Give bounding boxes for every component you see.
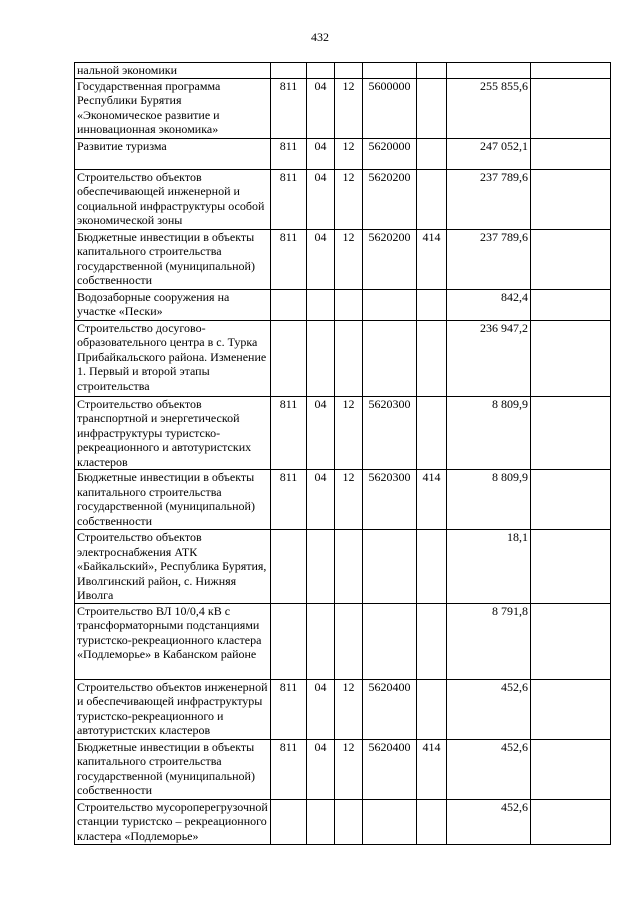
- cell-extra: [531, 169, 611, 229]
- cell-expense-type: 414: [417, 229, 447, 289]
- cell-target-article: [363, 530, 417, 604]
- cell-subsection: 12: [335, 78, 363, 138]
- cell-extra: [531, 799, 611, 844]
- cell-target-article: 5620400: [363, 679, 417, 739]
- cell-grbs: [271, 63, 307, 79]
- cell-expense-type: [417, 169, 447, 229]
- cell-section: [307, 63, 335, 79]
- cell-subsection: 12: [335, 396, 363, 470]
- table-row: [75, 169, 611, 229]
- cell-amount: 237 789,6: [447, 169, 531, 229]
- cell-subsection: 12: [335, 229, 363, 289]
- table-row: [75, 603, 611, 679]
- cell-extra: [531, 229, 611, 289]
- cell-amount: 452,6: [447, 739, 531, 799]
- cell-name: Водозаборные сооружения на участке «Пески»: [75, 289, 271, 320]
- cell-amount: 842,4: [447, 289, 531, 320]
- cell-section: [307, 603, 335, 679]
- cell-grbs: 811: [271, 470, 307, 530]
- cell-grbs: [271, 799, 307, 844]
- cell-section: 04: [307, 138, 335, 169]
- cell-extra: [531, 78, 611, 138]
- cell-section: [307, 289, 335, 320]
- cell-expense-type: [417, 530, 447, 604]
- cell-extra: [531, 530, 611, 604]
- cell-extra: [531, 396, 611, 470]
- cell-grbs: 811: [271, 679, 307, 739]
- cell-subsection: [335, 63, 363, 79]
- cell-subsection: 12: [335, 138, 363, 169]
- table-row: [75, 396, 611, 470]
- cell-section: [307, 799, 335, 844]
- cell-name: Строительство досугово-образовательного центра в с. Турка Прибайкальского района. Изменение 1. Первый и второй этапы строительства: [75, 320, 271, 396]
- cell-subsection: [335, 320, 363, 396]
- cell-extra: [531, 138, 611, 169]
- cell-name: Строительство объектов электроснабжения АТК «Байкальский», Республика Бурятия, Иволгинский район, с. Нижняя Иволга: [75, 530, 271, 604]
- cell-extra: [531, 679, 611, 739]
- cell-grbs: [271, 320, 307, 396]
- table-row: [75, 679, 611, 739]
- cell-name: Строительство мусороперегрузочной станции туристско – рекреационного кластера «Подлеморье»: [75, 799, 271, 844]
- cell-section: 04: [307, 229, 335, 289]
- cell-amount: 8 809,9: [447, 470, 531, 530]
- cell-name: Государственная программа Республики Бурятия «Экономическое развитие и инновационная экономика»: [75, 78, 271, 138]
- cell-extra: [531, 603, 611, 679]
- cell-section: 04: [307, 679, 335, 739]
- cell-expense-type: 414: [417, 470, 447, 530]
- cell-expense-type: [417, 396, 447, 470]
- cell-target-article: [363, 289, 417, 320]
- cell-name: Строительство объектов транспортной и энергетической инфраструктуры туристско-рекреационного и автотуристских кластеров: [75, 396, 271, 470]
- cell-name: нальной экономики: [75, 63, 271, 79]
- cell-amount: 237 789,6: [447, 229, 531, 289]
- table-row: [75, 470, 611, 530]
- cell-amount: [447, 63, 531, 79]
- cell-grbs: 811: [271, 229, 307, 289]
- cell-section: 04: [307, 169, 335, 229]
- cell-grbs: 811: [271, 739, 307, 799]
- cell-name: Строительство ВЛ 10/0,4 кВ с трансформаторными подстанциями туристско-рекреационного кластера «Подлеморье» в Кабанском районе: [75, 603, 271, 679]
- table-row: [75, 530, 611, 604]
- cell-amount: 18,1: [447, 530, 531, 604]
- cell-amount: 8 791,8: [447, 603, 531, 679]
- table-row: [75, 320, 611, 396]
- cell-extra: [531, 63, 611, 79]
- cell-expense-type: [417, 78, 447, 138]
- cell-extra: [531, 289, 611, 320]
- cell-grbs: [271, 289, 307, 320]
- cell-grbs: [271, 530, 307, 604]
- cell-subsection: [335, 289, 363, 320]
- cell-section: 04: [307, 470, 335, 530]
- cell-section: 04: [307, 78, 335, 138]
- cell-expense-type: 414: [417, 739, 447, 799]
- cell-amount: 236 947,2: [447, 320, 531, 396]
- cell-subsection: [335, 530, 363, 604]
- cell-subsection: [335, 603, 363, 679]
- cell-target-article: 5620300: [363, 470, 417, 530]
- cell-amount: 452,6: [447, 799, 531, 844]
- cell-expense-type: [417, 320, 447, 396]
- cell-expense-type: [417, 63, 447, 79]
- cell-target-article: 5620200: [363, 229, 417, 289]
- cell-extra: [531, 739, 611, 799]
- cell-target-article: [363, 603, 417, 679]
- cell-target-article: 5620300: [363, 396, 417, 470]
- cell-section: 04: [307, 739, 335, 799]
- cell-target-article: [363, 63, 417, 79]
- page-number: 432: [311, 30, 329, 44]
- cell-name: Строительство объектов инженерной и обеспечивающей инфраструктуры туристско-рекреационного и автотуристских кластеров: [75, 679, 271, 739]
- cell-grbs: [271, 603, 307, 679]
- cell-expense-type: [417, 603, 447, 679]
- cell-section: [307, 320, 335, 396]
- cell-subsection: 12: [335, 679, 363, 739]
- cell-grbs: 811: [271, 138, 307, 169]
- cell-name: Бюджетные инвестиции в объекты капитального строительства государственной (муниципальной) собственности: [75, 229, 271, 289]
- cell-amount: 247 052,1: [447, 138, 531, 169]
- cell-target-article: 5620000: [363, 138, 417, 169]
- cell-name: Строительство объектов обеспечивающей инженерной и социальной инфраструктуры особой экономической зоны: [75, 169, 271, 229]
- cell-section: 04: [307, 396, 335, 470]
- cell-extra: [531, 470, 611, 530]
- cell-expense-type: [417, 289, 447, 320]
- cell-target-article: [363, 320, 417, 396]
- table-row: [75, 63, 611, 79]
- cell-subsection: 12: [335, 470, 363, 530]
- cell-expense-type: [417, 799, 447, 844]
- budget-table: [74, 62, 611, 845]
- table-row: [75, 78, 611, 138]
- cell-target-article: 5600000: [363, 78, 417, 138]
- cell-amount: 8 809,9: [447, 396, 531, 470]
- table-row: [75, 799, 611, 844]
- cell-grbs: 811: [271, 169, 307, 229]
- cell-grbs: 811: [271, 396, 307, 470]
- table-row: [75, 739, 611, 799]
- table-body: [75, 63, 611, 845]
- cell-subsection: 12: [335, 739, 363, 799]
- cell-target-article: [363, 799, 417, 844]
- table-row: [75, 229, 611, 289]
- cell-expense-type: [417, 679, 447, 739]
- cell-subsection: 12: [335, 169, 363, 229]
- cell-expense-type: [417, 138, 447, 169]
- cell-name: Развитие туризма: [75, 138, 271, 169]
- cell-extra: [531, 320, 611, 396]
- cell-subsection: [335, 799, 363, 844]
- cell-name: Бюджетные инвестиции в объекты капитального строительства государственной (муниципальной) собственности: [75, 470, 271, 530]
- cell-amount: 255 855,6: [447, 78, 531, 138]
- cell-target-article: 5620200: [363, 169, 417, 229]
- cell-amount: 452,6: [447, 679, 531, 739]
- table-row: [75, 289, 611, 320]
- cell-target-article: 5620400: [363, 739, 417, 799]
- cell-grbs: 811: [271, 78, 307, 138]
- cell-name: Бюджетные инвестиции в объекты капитального строительства государственной (муниципальной) собственности: [75, 739, 271, 799]
- table-row: [75, 138, 611, 169]
- cell-section: [307, 530, 335, 604]
